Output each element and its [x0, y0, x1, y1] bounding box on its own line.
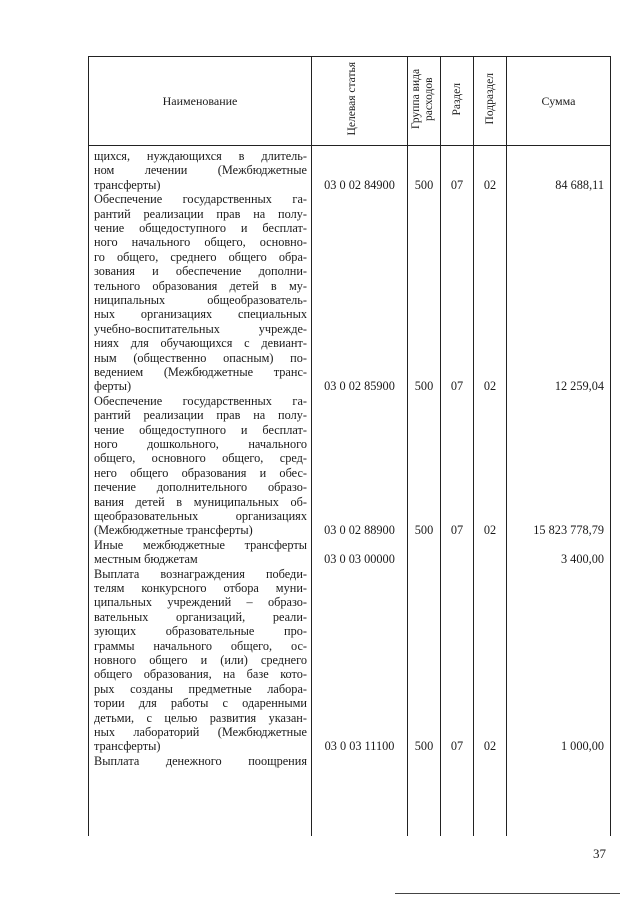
name-line: общего образования, на базе кото- — [94, 667, 307, 682]
target-article-value: 03 0 03 11100 — [324, 739, 395, 754]
name-line: учебно-воспитательных учрежде- — [94, 321, 307, 336]
amount-value: 1 000,00 — [560, 739, 604, 754]
amount-value: 3 400,00 — [560, 552, 604, 567]
name-line: ном лечении (Межбюджетные — [94, 163, 307, 178]
name-line: телям конкурсного отбора муни- — [94, 581, 307, 595]
name-line: рых созданы предметные лабора- — [94, 681, 307, 696]
target-article-column — [312, 146, 408, 837]
target-article-value: 03 0 02 84900 — [324, 177, 395, 192]
page-number: 37 — [593, 846, 606, 861]
header-section: Раздел — [441, 57, 474, 146]
expense-group-value: 500 — [414, 177, 434, 192]
name-line: чение общедоступного и бесплат- — [94, 422, 307, 437]
table-body-row — [89, 146, 611, 837]
name-line: трансферты) — [94, 177, 161, 192]
name-line: граммы начального общего, ос- — [94, 638, 307, 653]
header-target-article: Целевая статья — [312, 57, 408, 146]
name-line: ным (общественно опасным) по- — [94, 350, 307, 365]
header-amount: Сумма — [507, 57, 611, 146]
name-line: тельного образования детей в му- — [94, 278, 307, 293]
name-line: новного общего и (или) среднего — [94, 653, 307, 667]
name-line: Обеспечение государственных га- — [94, 393, 307, 408]
name-line: него общего образования и обес- — [94, 465, 307, 480]
subsection-value: 02 — [483, 523, 497, 538]
amount-value: 12 259,04 — [554, 379, 604, 394]
section-value: 07 — [450, 379, 464, 394]
section-value: 07 — [450, 739, 464, 754]
target-article-value: 03 0 03 00000 — [324, 552, 395, 567]
name-line: вательных организаций, реали- — [94, 609, 307, 624]
name-line: местным бюджетам — [94, 552, 198, 567]
name-line: ведением (Межбюджетные транс- — [94, 365, 307, 379]
name-line: чение общедоступного и бесплат- — [94, 221, 307, 235]
name-line: ных организациях специальных — [94, 307, 307, 322]
header-expense-group: Группа вида расходов — [408, 57, 441, 146]
name-line: ниципальных общеобразователь- — [94, 293, 307, 307]
name-line: ципальных учреждений – образо- — [94, 595, 307, 610]
header-name: Наименование — [89, 57, 312, 146]
name-line: вания детей в муниципальных об- — [94, 494, 307, 509]
section-column — [441, 146, 474, 837]
name-line: Выплата денежного поощрения — [94, 753, 307, 768]
header-subsection: Подраздел — [474, 57, 507, 146]
name-line: зующих образовательные про- — [94, 624, 307, 639]
name-line: тории для работы с одаренными — [94, 696, 307, 711]
expense-group-column — [408, 146, 441, 837]
name-line: Иные межбюджетные трансферты — [94, 537, 307, 552]
budget-table — [88, 56, 611, 836]
subsection-value: 02 — [483, 739, 497, 754]
section-value: 07 — [450, 177, 464, 192]
section-value: 07 — [450, 523, 464, 538]
name-column — [89, 146, 312, 837]
table-header-row — [89, 57, 611, 146]
name-line: рантий реализации прав на полу- — [94, 408, 307, 423]
name-line: трансферты) — [94, 739, 161, 754]
amount-value: 15 823 778,79 — [533, 523, 604, 538]
target-article-value: 03 0 02 88900 — [324, 523, 395, 538]
name-line: щеобразовательных организациях — [94, 509, 307, 523]
name-line: ферты) — [94, 379, 132, 394]
subsection-value: 02 — [483, 177, 497, 192]
name-line: ных лабораторий (Межбюджетные — [94, 725, 307, 739]
expense-group-value: 500 — [414, 739, 434, 754]
amount-value: 84 688,11 — [555, 177, 604, 192]
name-line: го общего, среднего общего обра- — [94, 249, 307, 264]
name-line: Обеспечение государственных га- — [94, 192, 307, 207]
expense-group-value: 500 — [414, 379, 434, 394]
name-line: (Межбюджетные трансферты) — [94, 523, 253, 538]
name-line: рантий реализации прав на полу- — [94, 206, 307, 221]
name-line: Выплата вознаграждения победи- — [94, 566, 307, 581]
amount-column — [507, 146, 611, 837]
name-line: общего, основного общего, сред- — [94, 451, 307, 466]
name-line: зования и обеспечение дополни- — [94, 264, 307, 279]
footer-rule — [395, 893, 620, 894]
name-line: щихся, нуждающихся в длитель- — [94, 149, 307, 163]
name-line: ного начального общего, основно- — [94, 235, 307, 250]
expense-group-value: 500 — [414, 523, 434, 538]
target-article-value: 03 0 02 85900 — [324, 379, 395, 394]
name-line: детьми, с целью развития указан- — [94, 710, 307, 725]
subsection-value: 02 — [483, 379, 497, 394]
name-line: ного дошкольного, начального — [94, 437, 307, 451]
name-line: печение дополнительного образо- — [94, 480, 307, 495]
name-line: ниях для обучающихся с девиант- — [94, 336, 307, 351]
subsection-column — [474, 146, 507, 837]
